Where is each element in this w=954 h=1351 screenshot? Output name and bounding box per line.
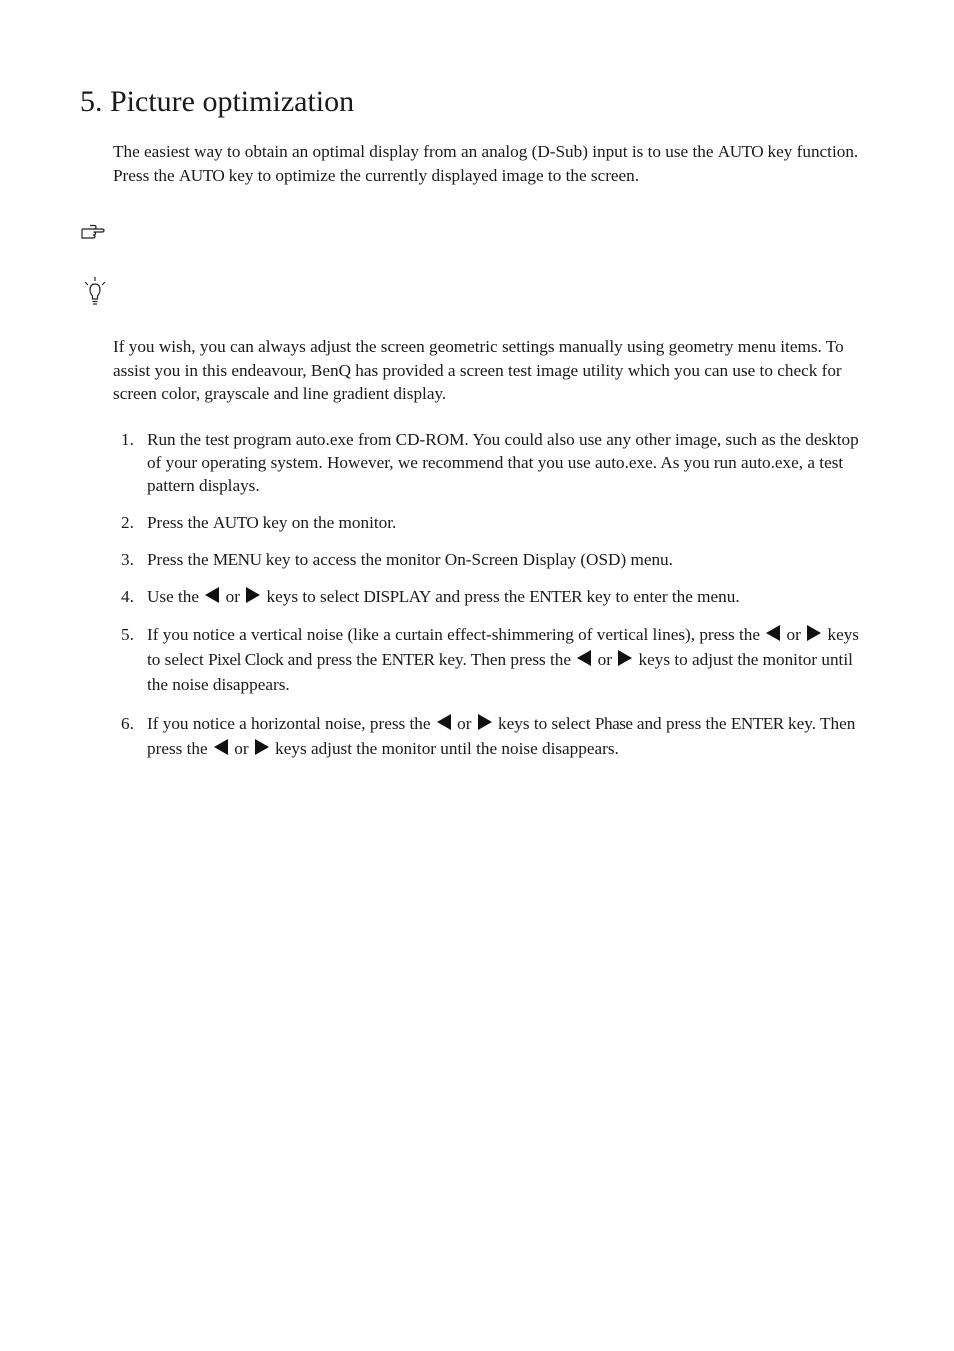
left-triangle-icon: [764, 624, 782, 642]
step-text: If you notice a horizontal noise, press the: [147, 714, 435, 733]
auto-key-label: AUTO: [212, 513, 259, 532]
right-triangle-icon: [616, 649, 634, 667]
step-text: or: [593, 650, 617, 669]
step-text: If you notice a vertical noise (like a curtain effect-shimmering of vertical lines), press the: [147, 625, 765, 644]
step-number: 3.: [121, 550, 134, 569]
light-bulb-icon: [82, 276, 108, 306]
step-text: or: [229, 739, 253, 758]
manual-adjust-paragraph: If you wish, you can always adjust the screen geometric settings manually using geometry menu items. To assist you in this endeavour, BenQ has provided a screen test image utility which you can use to check for screen color, grayscale and line gradient display.: [113, 337, 844, 403]
step-list: [113, 428, 865, 761]
step-text: and press the: [283, 650, 382, 669]
step-text: key. Then press the: [434, 650, 576, 669]
step-text: Use the: [147, 587, 204, 606]
list-item: [113, 548, 865, 571]
intro-paragraph: [113, 140, 865, 187]
step-text: key to enter the menu.: [582, 587, 740, 606]
step-text: Press the: [147, 513, 213, 532]
right-triangle-icon: [476, 713, 494, 731]
step-text: keys adjust the monitor until the noise disappears.: [270, 739, 619, 758]
left-triangle-icon: [203, 586, 221, 604]
phase-label: Phase: [594, 714, 633, 733]
page-title: 5. Picture optimization: [80, 85, 355, 118]
step-number: 4.: [121, 587, 134, 606]
enter-key-label: ENTER: [730, 714, 784, 733]
step-text: keys to adjust the monitor until the noise disappears.: [147, 650, 853, 694]
intro-text: key function. Press the: [113, 142, 859, 185]
intro-text: key to optimize the currently displayed image to the screen.: [224, 165, 640, 185]
step-number: 2.: [121, 513, 134, 532]
left-triangle-icon: [212, 738, 230, 756]
step-text: Run the test program auto.exe from CD-ROM. You could also use any other image, such as the desktop of your operating system. However, we recommend that you use auto.exe. As you run auto.exe, a test pattern displays.: [147, 430, 859, 495]
step-text: keys to select: [493, 714, 595, 733]
display-menu-label: DISPLAY: [363, 587, 431, 606]
step-text: and press the: [430, 587, 530, 606]
right-triangle-icon: [253, 738, 271, 756]
step-text: or: [782, 625, 806, 644]
step-text: key. Then press the: [147, 714, 856, 758]
list-item: [113, 711, 865, 761]
auto-key-label: AUTO: [178, 165, 225, 185]
step-text: or: [452, 714, 476, 733]
step-text: Press the: [147, 550, 213, 569]
step-number: 1.: [121, 430, 134, 449]
step-text: keys to select: [262, 587, 364, 606]
left-triangle-icon: [435, 713, 453, 731]
list-item: [113, 585, 865, 608]
intro-text: The easiest way to obtain an optimal display from an analog (D-Sub) input is to use the: [113, 142, 718, 161]
step-text: or: [221, 587, 245, 606]
enter-key-label: ENTER: [529, 587, 583, 606]
auto-key-label: AUTO: [717, 142, 764, 161]
step-text: keys to select: [147, 625, 859, 669]
pixel-clock-label: Pixel Clock: [208, 650, 284, 669]
step-text: and press the: [632, 714, 731, 733]
step-number: 6.: [121, 714, 134, 733]
enter-key-label: ENTER: [381, 650, 435, 669]
pointing-hand-icon: [80, 223, 106, 241]
menu-key-label: MENU: [212, 550, 262, 569]
step-text: key to access the monitor On-Screen Display (OSD) menu.: [261, 550, 673, 569]
step-number: 5.: [121, 625, 134, 644]
step-text: key on the monitor.: [258, 513, 397, 532]
right-triangle-icon: [244, 586, 262, 604]
list-item: [113, 622, 865, 697]
right-triangle-icon: [805, 624, 823, 642]
list-item: [113, 428, 865, 497]
list-item: [113, 511, 865, 534]
left-triangle-icon: [575, 649, 593, 667]
